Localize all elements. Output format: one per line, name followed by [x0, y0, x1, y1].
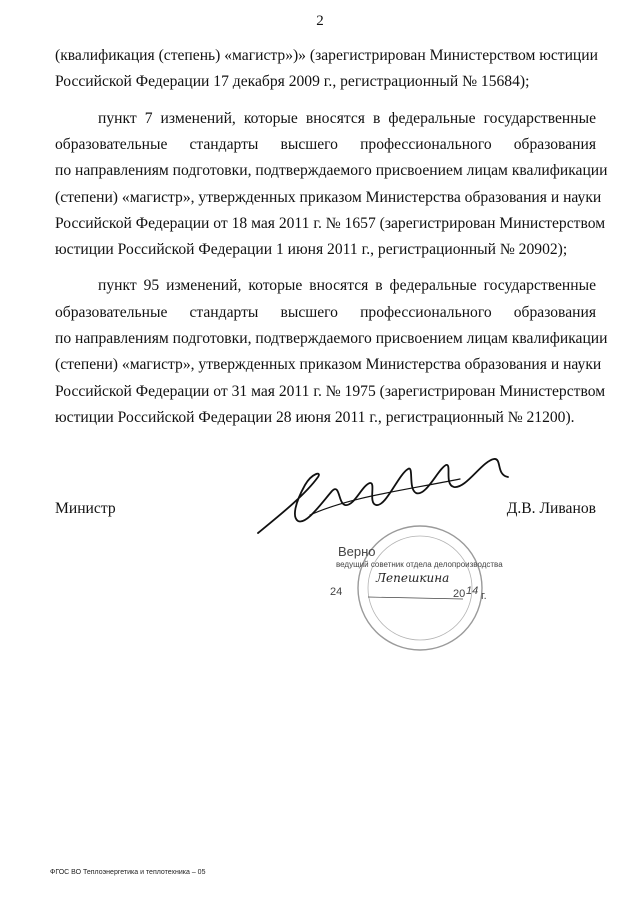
body-line: (степени) «магистр», утвержденных приказом Министерства образования и науки: [55, 189, 602, 206]
signer-name: Д.В. Ливанов: [506, 500, 596, 517]
body-line: Российской Федерации от 31 мая 2011 г. № 1975 (зарегистрирован Министерством: [55, 383, 606, 400]
body-line: Российской Федерации от 18 мая 2011 г. № 1657 (зарегистрирован Министерством: [55, 215, 606, 232]
body-line: по направлениям подготовки, подтверждаемого присвоением лицам квалификации: [55, 330, 608, 347]
stamp-year-prefix: 20: [453, 588, 466, 600]
body-line: образовательные стандарты высшего профессионального образования: [55, 136, 596, 153]
body-line: (квалификация (степень) «магистр»)» (зарегистрирован Министерством юстиции: [55, 47, 598, 64]
stamp-year-unit: г.: [481, 590, 487, 602]
body-line: Российской Федерации 17 декабря 2009 г., регистрационный № 15684);: [55, 73, 530, 90]
body-line: юстиции Российской Федерации 28 июня 2011 г., регистрационный № 21200).: [55, 409, 575, 426]
stamp-year-suffix: 14: [466, 585, 479, 597]
page-number: 2: [316, 13, 324, 29]
stamp-surname: Лепешкина: [376, 571, 450, 585]
body-line: (степени) «магистр», утвержденных приказом Министерства образования и науки: [55, 356, 602, 373]
body-line: юстиции Российской Федерации 1 июня 2011 г., регистрационный № 20902);: [55, 241, 568, 258]
stamp-verno: Верно: [338, 544, 376, 559]
signer-title: Министр: [55, 500, 116, 517]
body-line: пункт 95 изменений, которые вносятся в федеральные государственные: [98, 277, 596, 294]
stamp-day: 24: [330, 586, 343, 598]
stamp-position: ведущий советник отдела делопроизводства: [336, 560, 503, 569]
body-line: образовательные стандарты высшего профессионального образования: [55, 304, 596, 321]
body-line: по направлениям подготовки, подтверждаемого присвоением лицам квалификации: [55, 162, 608, 179]
body-line: пункт 7 изменений, которые вносятся в федеральные государственные: [98, 110, 596, 127]
footer-note: ФГОС ВО Теплоэнергетика и теплотехника – 05: [50, 869, 206, 876]
certification-stamp: [328, 520, 508, 670]
